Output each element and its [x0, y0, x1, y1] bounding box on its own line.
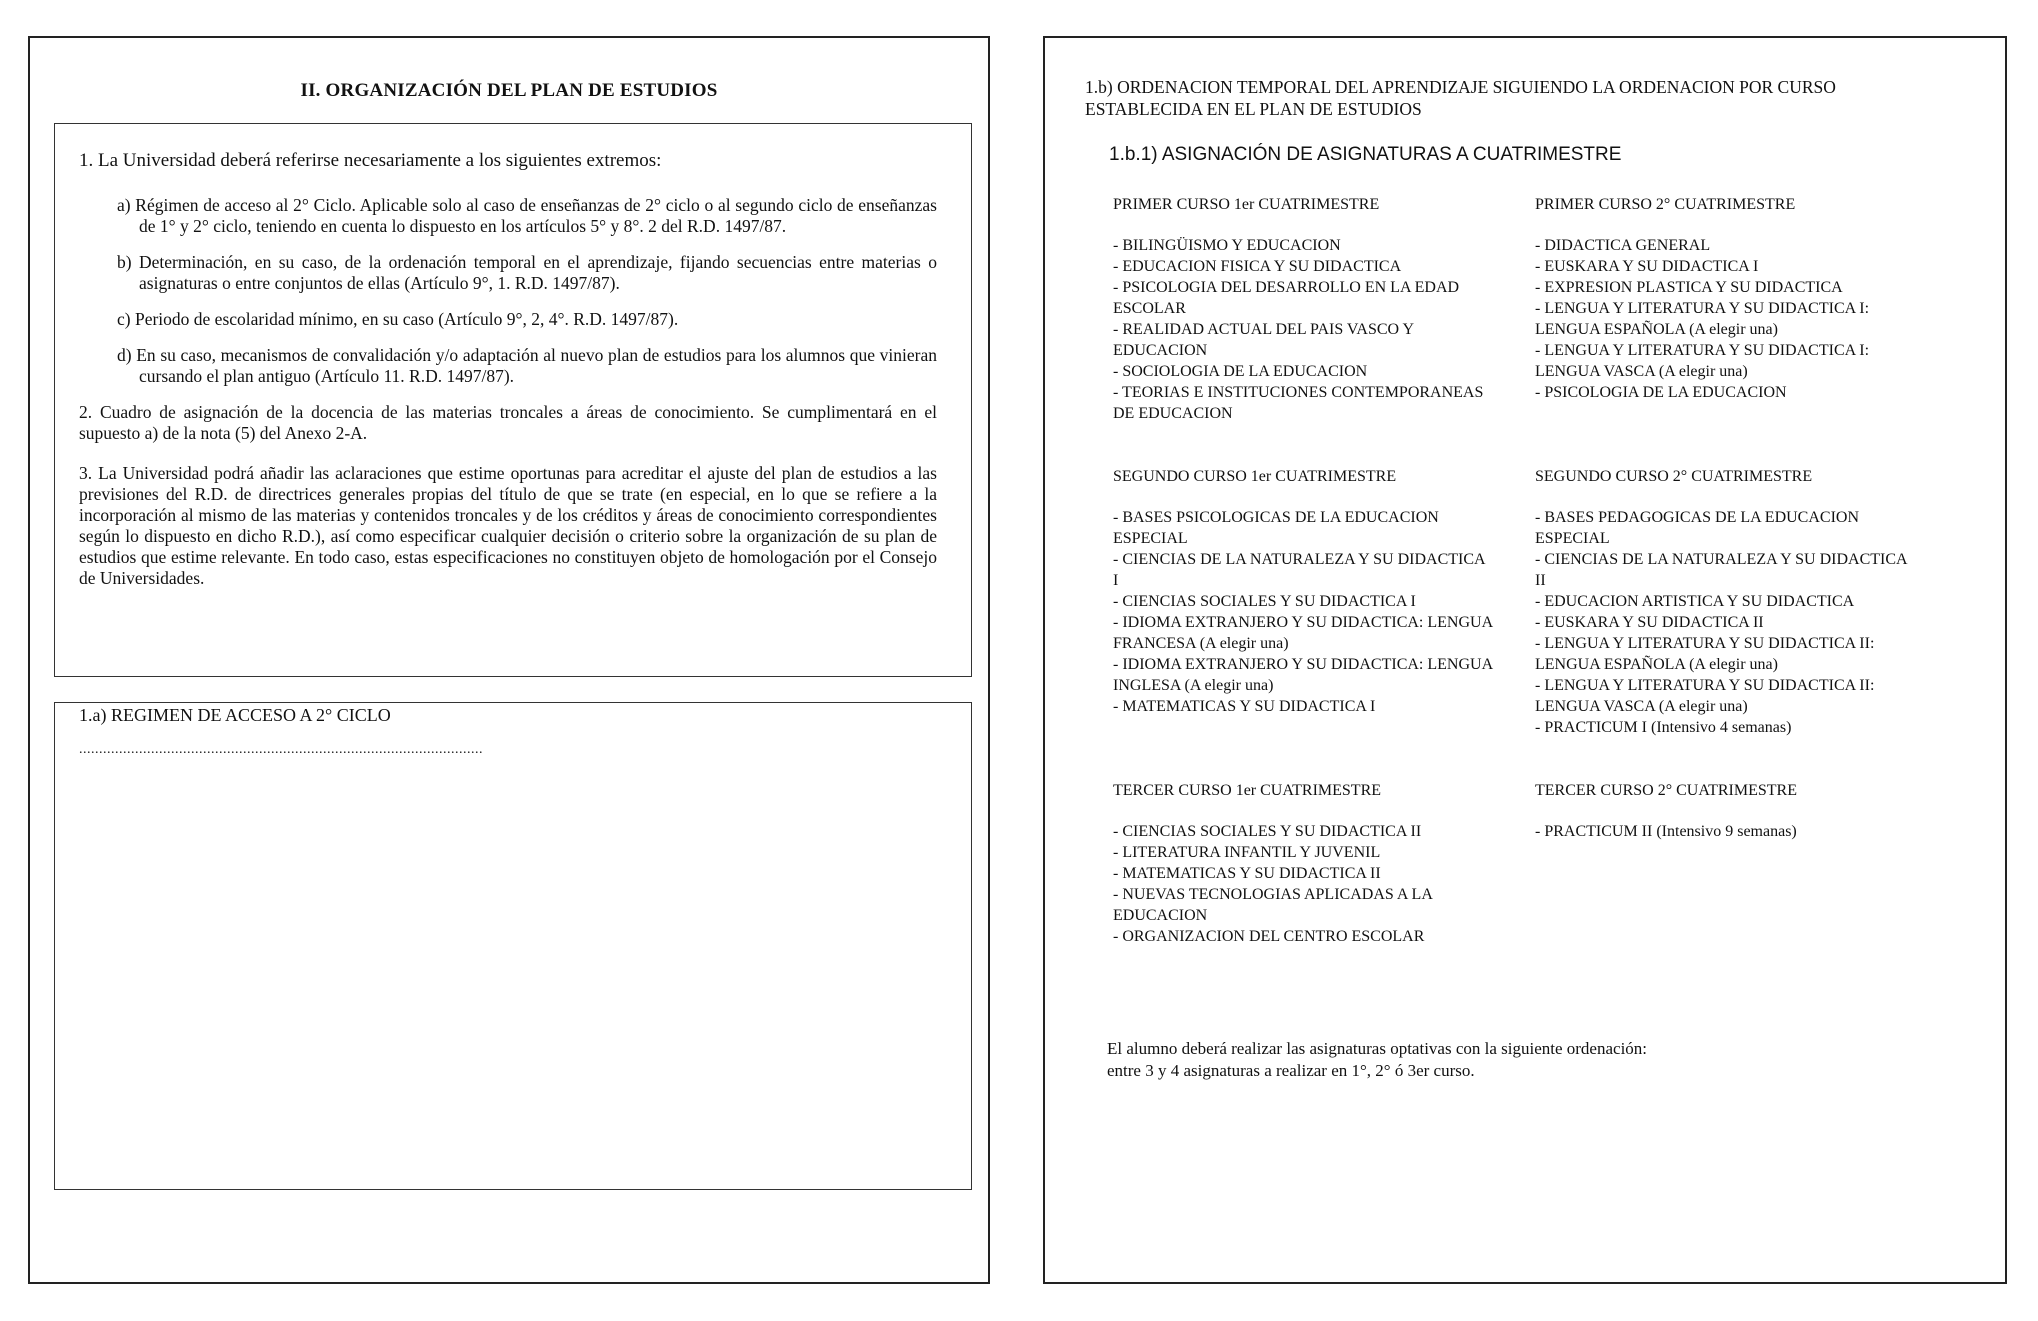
subject-item: - CIENCIAS DE LA NATURALEZA Y SU DIDACTICA II	[1535, 551, 1907, 589]
course-column-title: PRIMER CURSO 1er CUATRIMESTRE	[1113, 196, 1380, 213]
subject-item: - BILINGÜISMO Y EDUCACION	[1113, 237, 1341, 254]
subject-item: - BASES PEDAGOGICAS DE LA EDUCACION ESPECIAL	[1535, 509, 1860, 547]
electives-note	[1107, 1038, 1647, 1082]
subject-item: - BASES PSICOLOGICAS DE LA EDUCACION ESPECIAL	[1113, 509, 1439, 547]
subject-item: - PSICOLOGIA DE LA EDUCACION	[1535, 384, 1787, 401]
course-column	[1535, 780, 1915, 842]
subject-item: - NUEVAS TECNOLOGIAS APLICADAS A LA EDUCACION	[1113, 886, 1432, 924]
subject-item: - IDIOMA EXTRANJERO Y SU DIDACTICA: LENGUA INGLESA (A elegir una)	[1113, 656, 1493, 694]
section-subheading: 1.b.1) ASIGNACIÓN DE ASIGNATURAS A CUATRIMESTRE	[1109, 144, 1622, 165]
subject-item: - LITERATURA INFANTIL Y JUVENIL	[1113, 844, 1381, 861]
course-column-title: TERCER CURSO 2° CUATRIMESTRE	[1535, 782, 1797, 799]
subject-item: - EUSKARA Y SU DIDACTICA I	[1535, 258, 1759, 275]
subject-item: - LENGUA Y LITERATURA Y SU DIDACTICA I: LENGUA ESPAÑOLA (A elegir una)	[1535, 300, 1870, 338]
section-heading: 1.b) ORDENACION TEMPORAL DEL APRENDIZAJE SIGUIENDO LA ORDENACION POR CURSO ESTABLECIDA EN EL PLAN DE ESTUDIOS	[1085, 77, 1836, 119]
course-column-title: SEGUNDO CURSO 2° CUATRIMESTRE	[1535, 468, 1813, 485]
subject-item: - EXPRESION PLASTICA Y SU DIDACTICA	[1535, 279, 1843, 296]
course-column	[1113, 194, 1493, 424]
subject-item: - LENGUA Y LITERATURA Y SU DIDACTICA I: LENGUA VASCA (A elegir una)	[1535, 342, 1870, 380]
access-regime-box	[54, 702, 972, 1190]
right-page	[1043, 36, 2007, 1284]
subject-item: - TEORIAS E INSTITUCIONES CONTEMPORANEAS DE EDUCACION	[1113, 384, 1484, 422]
subject-item: - CIENCIAS SOCIALES Y SU DIDACTICA II	[1113, 823, 1422, 840]
subject-item: - SOCIOLOGIA DE LA EDUCACION	[1113, 363, 1368, 380]
subject-item: - ORGANIZACION DEL CENTRO ESCOLAR	[1113, 928, 1425, 945]
instruction-item-d: d) En su caso, mecanismos de convalidación y/o adaptación al nuevo plan de estudios para los alumnos que vinieran cursando el plan antiguo (Artículo 11. R.D. 1497/87).	[117, 345, 937, 386]
subject-item: - LENGUA Y LITERATURA Y SU DIDACTICA II: LENGUA VASCA (A elegir una)	[1535, 677, 1875, 715]
subject-item: - PRACTICUM II (Intensivo 9 semanas)	[1535, 823, 1797, 840]
electives-note-line-2: entre 3 y 4 asignaturas a realizar en 1°, 2° ó 3er curso.	[1107, 1061, 1475, 1080]
instruction-item-b: b) Determinación, en su caso, de la ordenación temporal en el aprendizaje, fijando secuencias entre materias o asignaturas o entre conjuntos de ellas (Artículo 9°, 1. R.D. 1497/87).	[117, 252, 937, 293]
course-column	[1535, 194, 1915, 403]
instruction-paragraph-2: 2. Cuadro de asignación de la docencia de las materias troncales a áreas de conocimiento. Se cumplimentará en el supuesto a) de la nota (5) del Anexo 2-A.	[79, 402, 937, 443]
dotted-line: .....................................................................................................	[79, 742, 483, 757]
subject-item: - MATEMATICAS Y SU DIDACTICA I	[1113, 698, 1376, 715]
course-column-title: PRIMER CURSO 2° CUATRIMESTRE	[1535, 196, 1796, 213]
page-title: II. ORGANIZACIÓN DEL PLAN DE ESTUDIOS	[300, 80, 718, 101]
subject-item: - LENGUA Y LITERATURA Y SU DIDACTICA II: LENGUA ESPAÑOLA (A elegir una)	[1535, 635, 1875, 673]
subject-item: - DIDACTICA GENERAL	[1535, 237, 1711, 254]
instruction-item-c: c) Periodo de escolaridad mínimo, en su caso (Artículo 9°, 2, 4°. R.D. 1497/87).	[117, 309, 679, 329]
subject-item: - PSICOLOGIA DEL DESARROLLO EN LA EDAD ESCOLAR	[1113, 279, 1460, 317]
subject-item: - EDUCACION ARTISTICA Y SU DIDACTICA	[1535, 593, 1855, 610]
electives-note-line-1: El alumno deberá realizar las asignaturas optativas con la siguiente ordenación:	[1107, 1039, 1648, 1058]
course-column-title: SEGUNDO CURSO 1er CUATRIMESTRE	[1113, 468, 1397, 485]
subject-item: - REALIDAD ACTUAL DEL PAIS VASCO Y EDUCACION	[1113, 321, 1414, 359]
subject-item: - CIENCIAS DE LA NATURALEZA Y SU DIDACTICA I	[1113, 551, 1485, 589]
instructions-box	[54, 123, 972, 677]
course-column	[1535, 466, 1915, 738]
left-page	[28, 36, 990, 1284]
subject-item: - EUSKARA Y SU DIDACTICA II	[1535, 614, 1764, 631]
access-regime-title: 1.a) REGIMEN DE ACCESO A 2° CICLO	[79, 705, 391, 725]
subject-item: - EDUCACION FISICA Y SU DIDACTICA	[1113, 258, 1402, 275]
subject-item: - CIENCIAS SOCIALES Y SU DIDACTICA I	[1113, 593, 1416, 610]
instruction-paragraph-3: 3. La Universidad podrá añadir las aclaraciones que estime oportunas para acreditar el ajuste del plan de estudios a las previsiones del R.D. de directrices generales propias del título de que se trate (en especial, en lo que se refiere a la incorporación al mismo de las materias y contenidos troncales y de los créditos y áreas de conocimiento correspondientes según lo dispuesto en dicho R.D.), así como especificar cualquier decisión o criterio sobre la organización de su plan de estudios que estime relevante. En todo caso, estas especificaciones no constituyen objeto de homologación por el Consejo de Universidades.	[79, 463, 937, 588]
subject-item: - MATEMATICAS Y SU DIDACTICA II	[1113, 865, 1381, 882]
course-column	[1113, 780, 1493, 947]
subject-item: - PRACTICUM I (Intensivo 4 semanas)	[1535, 719, 1792, 736]
course-column	[1113, 466, 1493, 717]
instructions-intro: 1. La Universidad deberá referirse necesariamente a los siguientes extremos:	[79, 150, 662, 171]
subject-item: - IDIOMA EXTRANJERO Y SU DIDACTICA: LENGUA FRANCESA (A elegir una)	[1113, 614, 1493, 652]
instruction-item-a: a) Régimen de acceso al 2° Ciclo. Aplicable solo al caso de enseñanzas de 2° ciclo o al segundo ciclo de enseñanzas de 1° y 2° ciclo, teniendo en cuenta lo dispuesto en los artículos 5° y 8°. 2 del R.D. 1497/87.	[117, 195, 937, 236]
course-column-title: TERCER CURSO 1er CUATRIMESTRE	[1113, 782, 1382, 799]
